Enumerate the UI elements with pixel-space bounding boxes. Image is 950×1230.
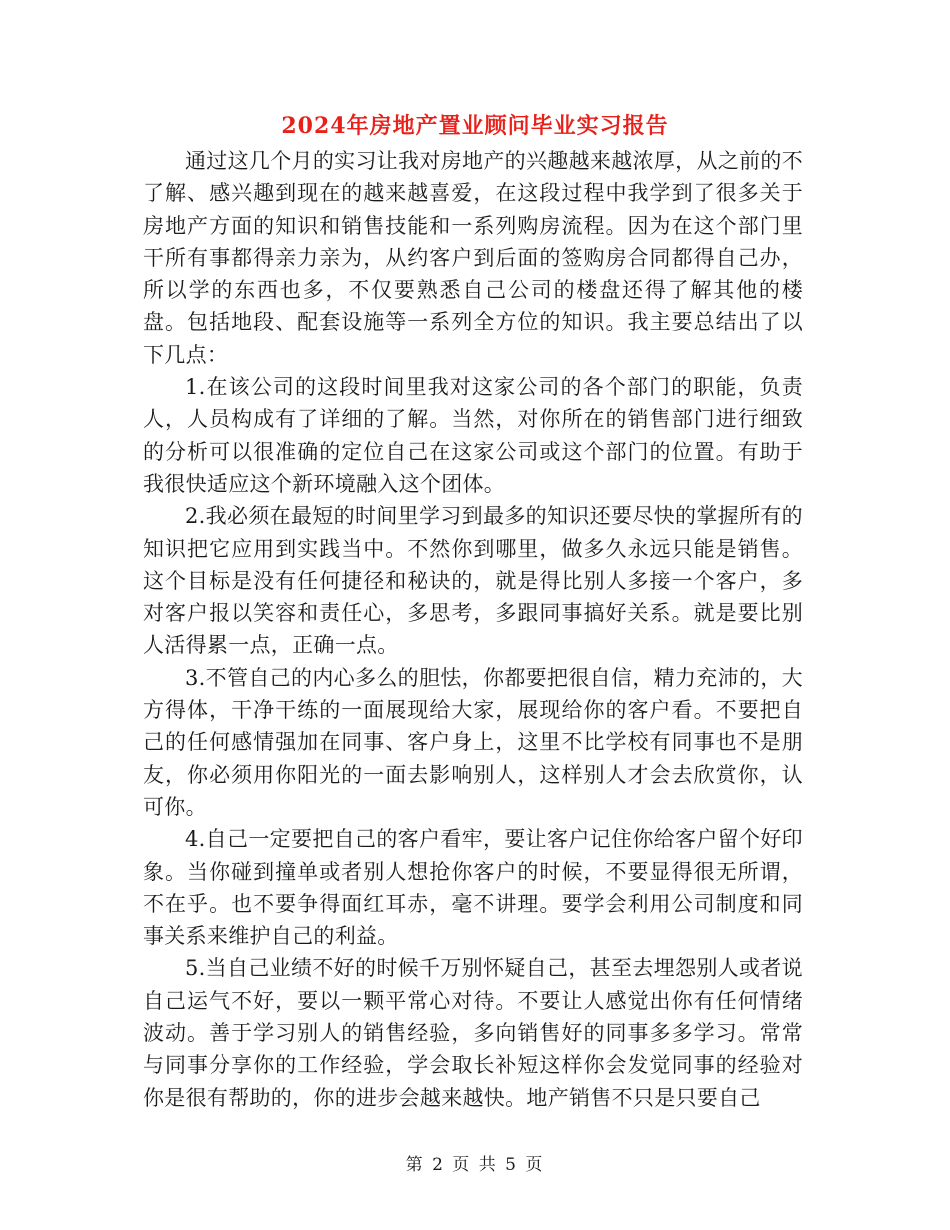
paragraph-intro: 通过这几个月的实习让我对房地产的兴趣越来越浓厚，从之前的不了解、感兴趣到现在的越来越喜爱，在这段过程中我学到了很多关于房地产方面的知识和销售技能和一系列购房流程。因为在这个部门里干所有事都得亲力亲为，从约客户到后面的签购房合同都得自己办，所以学的东西也多，不仅要熟悉自己公司的楼盘还得了解其他的楼盘。包括地段、配套设施等一系列全方位的知识。我主要总结出了以下几点： [143,149,803,367]
paragraph-point-3: 3.不管自己的内心多么的胆怯，你都要把很自信，精力充沛的，大方得体，干净干练的一面展现给大家，展现给你的客户看。不要把自己的任何感情强加在同事、客户身上，这里不比学校有同事也不是朋友，你必须用你阳光的一面去影响别人，这样别人才会去欣赏你，认可你。 [143,665,803,819]
paragraph-point-1: 1.在该公司的这段时间里我对这家公司的各个部门的职能，负责人，人员构成有了详细的了解。当然，对你所在的销售部门进行细致的分析可以很准确的定位自己在这家公司或这个部门的位置。有助于我很快适应这个新环境融入这个团体。 [143,375,803,496]
paragraph-point-5: 5.当自己业绩不好的时候千万别怀疑自己，甚至去埋怨别人或者说自己运气不好，要以一颗平常心对待。不要让人感觉出你有任何情绪波动。善于学习别人的销售经验，多向销售好的同事多多学习。常常与同事分享你的工作经验，学会取长补短这样你会发觉同事的经验对你是很有帮助的，你的进步会越来越快。地产销售不只是只要自己 [143,956,803,1110]
document-body [143,145,803,1114]
paragraph-point-4: 4.自己一定要把自己的客户看牢，要让客户记住你给客户留个好印象。当你碰到撞单或者别人想抢你客户的时候，不要显得很无所谓，不在乎。也不要争得面红耳赤，毫不讲理。要学会利用公司制度和同事关系来维护自己的利益。 [143,827,803,949]
page-footer: 第 2 页 共 5 页 [405,1155,545,1175]
document-title: 2024年房地产置业顾问毕业实习报告 [281,113,669,139]
paragraph-point-2: 2.我必须在最短的时间里学习到最多的知识还要尽快的掌握所有的知识把它应用到实践当中。不然你到哪里，做多久永远只能是销售。这个目标是没有任何捷径和秘诀的，就是得比别人多接一个客户，多对客户报以笑容和责任心，多思考，多跟同事搞好关系。就是要比别人活得累一点，正确一点。 [143,504,803,658]
